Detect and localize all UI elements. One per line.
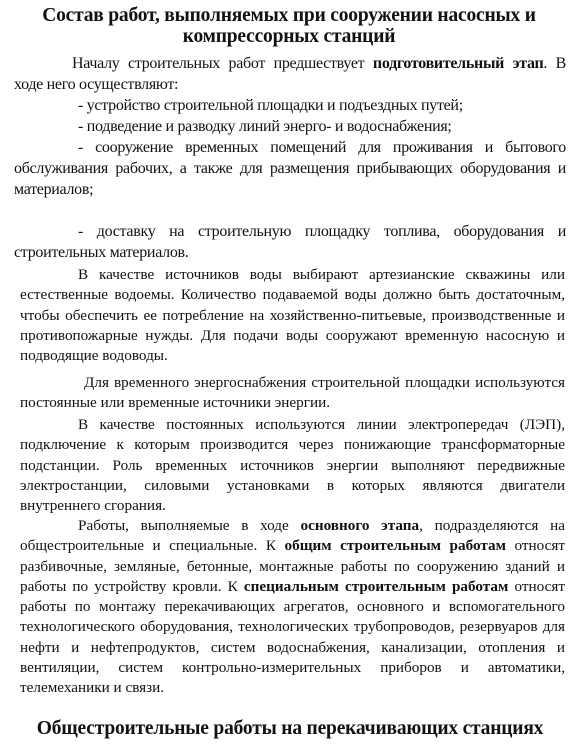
main-stage-term: основного этапа: [300, 517, 420, 534]
heading-line-1: Состав работ, выполняемых при сооружении насосных и: [42, 5, 536, 26]
special-works-term: специальным строительным работам: [243, 577, 509, 595]
section-heading: [6, 5, 572, 47]
intro-paragraph: Началу строительных работ предшествует подготовительный этап. В ходе него осуществляют:: [14, 55, 566, 94]
main-stage-paragraph: Работы, выполняемые в ходе основного этапа, подразделяются на общестроительные и специальные. К общим строительным работам относят разбивочные, земляные, бетонные, монтажные работы по сооружению зданий и работы по устройству кровли. К специальным строительным работам относят работы по монтажу перекачивающих агрегатов, основного и вспомогательного технологического оборудования, технологических трубопроводов, резервуаров для нефти и нефтепродуктов, систем водоснабжения, канализации, отопления и вентиляции, систем контрольно-измерительных приборов и автоматики, телемеханики и связи.: [20, 517, 566, 697]
list-item: - доставку на строительную площадку топлива, оборудования и строительных материалов.: [14, 223, 566, 262]
list-item: - устройство строительной площадки и подъездных путей;: [78, 97, 463, 114]
energy-paragraph: Для временного энергоснабжения строительной площадки используются постоянные или временные источники энергии.: [20, 374, 565, 412]
list-item: - подведение и разводку линий энерго- и водоснабжения;: [78, 118, 452, 135]
heading-line-2: компрессорных станций: [182, 26, 396, 47]
list-item: - сооружение временных помещений для проживания и бытового обслуживания рабочих, а также для размещения прибывающих оборудования и материалов;: [14, 139, 566, 199]
preparatory-stage-term: подготовительный этап: [372, 55, 544, 72]
power-sources-paragraph: В качестве постоянных используются линии электропередач (ЛЭП), подключение к которым производится через понижающие трансформаторные подстанции. Роль временных источников энергии выполняют передвижные электростанции, силовыми установками в которых являются двигатели внутреннего сгорания.: [20, 416, 565, 515]
general-works-term: общим строительным работам: [284, 537, 506, 555]
water-supply-paragraph: В качестве источников воды выбирают артезианские скважины или естественные водоемы. Количество подаваемой воды должно быть достаточным, чтобы обеспечить ее потребление на хозяйственно-питьевые, производственные и противопожарные нужды. Для подачи воды сооружают временную насосную и подводящие водоводы.: [20, 266, 565, 365]
subsection-heading: Общестроительные работы на перекачивающих станциях: [36, 718, 544, 739]
